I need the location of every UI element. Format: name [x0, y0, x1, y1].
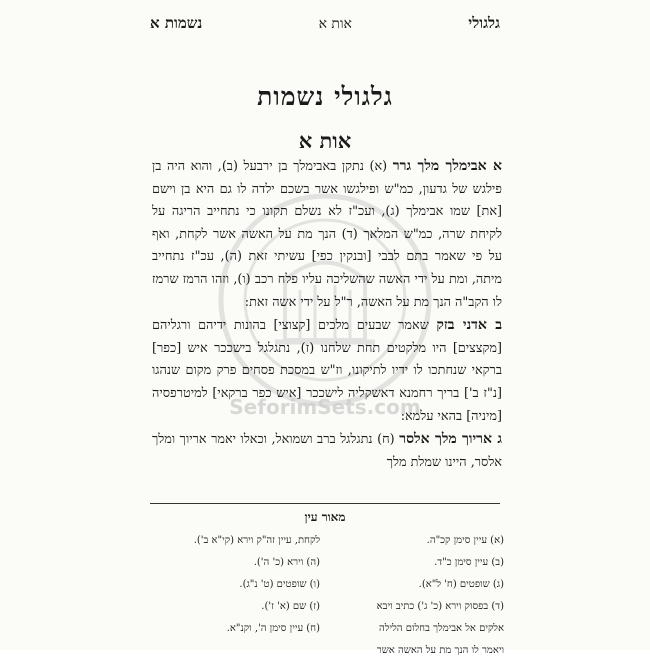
footnote-line: (ג) שופטים (ח' ל"א).: [418, 579, 504, 590]
entry-name: א אבימלך מלך גרר: [392, 158, 503, 174]
footnotes: [148, 530, 504, 662]
entry-name: ג אריוך מלך אלסר: [399, 431, 502, 448]
footnote-line: (ז) שם (א' ז').: [261, 601, 320, 612]
footnote-line: (ח) עיין סימן ה', וקנ"א.: [226, 623, 320, 634]
footnote-line: (ד) בפסוק וירא (כ' ג') כתיב ויבא: [376, 601, 504, 612]
header-page-label: נשמות א: [150, 14, 203, 32]
entry-text: (ח) נתגלגל ברב ושמואל, וכאלו יאמר אריוך ומלך אלסר, היינו שמלת מלך: [152, 432, 502, 470]
entry: [152, 155, 502, 314]
footnote-divider: [150, 503, 500, 504]
footnote-line: (א) עיין סימן קכ"ה.: [426, 535, 504, 546]
entry: [152, 314, 502, 428]
header-section: אות א: [318, 16, 352, 32]
footnote-line: (ו) שופטים (ט' נ"ג).: [239, 579, 320, 590]
section-heading: אות א: [298, 128, 352, 153]
entry-text: שאמר שבעים מלכים [קצוצי] בהונות ידיהם ורגליהם [מקצצים] היו מלקטים תחת שלחנו (ז), נתגלגל בישככר איש [כפר] ברקאי שנחתכו לו ידיו לתיקונו, וז"ש במסכת פסחים פרק מקום שנהגו [נ"ז ב'] בריך רחמנא דאשקליה לישככר [איש כפר ברקאי] למיטרפסיה [מיניה] בהאי עלמא:: [152, 318, 502, 424]
entry: [152, 428, 502, 474]
watermark-text: SeforimSets.com: [229, 395, 421, 419]
running-header: [150, 14, 500, 33]
footnote-line: לקחת, עיין זה"ק וירא (קי"א ב').: [193, 535, 320, 546]
main-text: [152, 155, 502, 474]
entry-text: (א) נתקן באבימלך בן ירבעל (ב), והוא היה בן פילגש של גדעון, כמ"ש ופילגשו אשר בשכם ילדה לו גם היא בן וישם [את] שמו אבימלך (ג), ועכ"ז לא נשלם תקונו כי נתחייב הריגה על לקיחת שרה, כמ"ש המלאך (ד) הנך מת על האשה אשר לקחת, ואף על פי שאמר בתם לבבי [ובנקין כפי] עשיתי זאת (ה), עכ"ז נתחייב מיתה, ומת על ידי האשה שהשליכה עליו פלח רכב (ו), וזהו הרמז שרמז לו הקב"ה הנך מת על האשה, ר"ל על ידי אשה זאת:: [152, 159, 502, 310]
footnotes-right-column: [332, 530, 504, 662]
footnotes-title: מאור עין: [304, 510, 346, 524]
entry-name: ב אדני בזק: [436, 317, 502, 334]
footnote-line: ויאמר לו הנך מת על האשה אשר: [376, 645, 504, 656]
footnote-line: (ב) עיין סימן כ"ד.: [434, 557, 504, 568]
footnote-line: אלקים אל אבימלך בחלום הלילה: [379, 623, 504, 634]
footnotes-left-column: [148, 530, 320, 662]
page-title: גלגולי נשמות: [257, 82, 393, 111]
header-book-name: גלגולי: [468, 14, 500, 32]
footnote-line: (ה) וירא (כ' ה').: [253, 557, 320, 568]
